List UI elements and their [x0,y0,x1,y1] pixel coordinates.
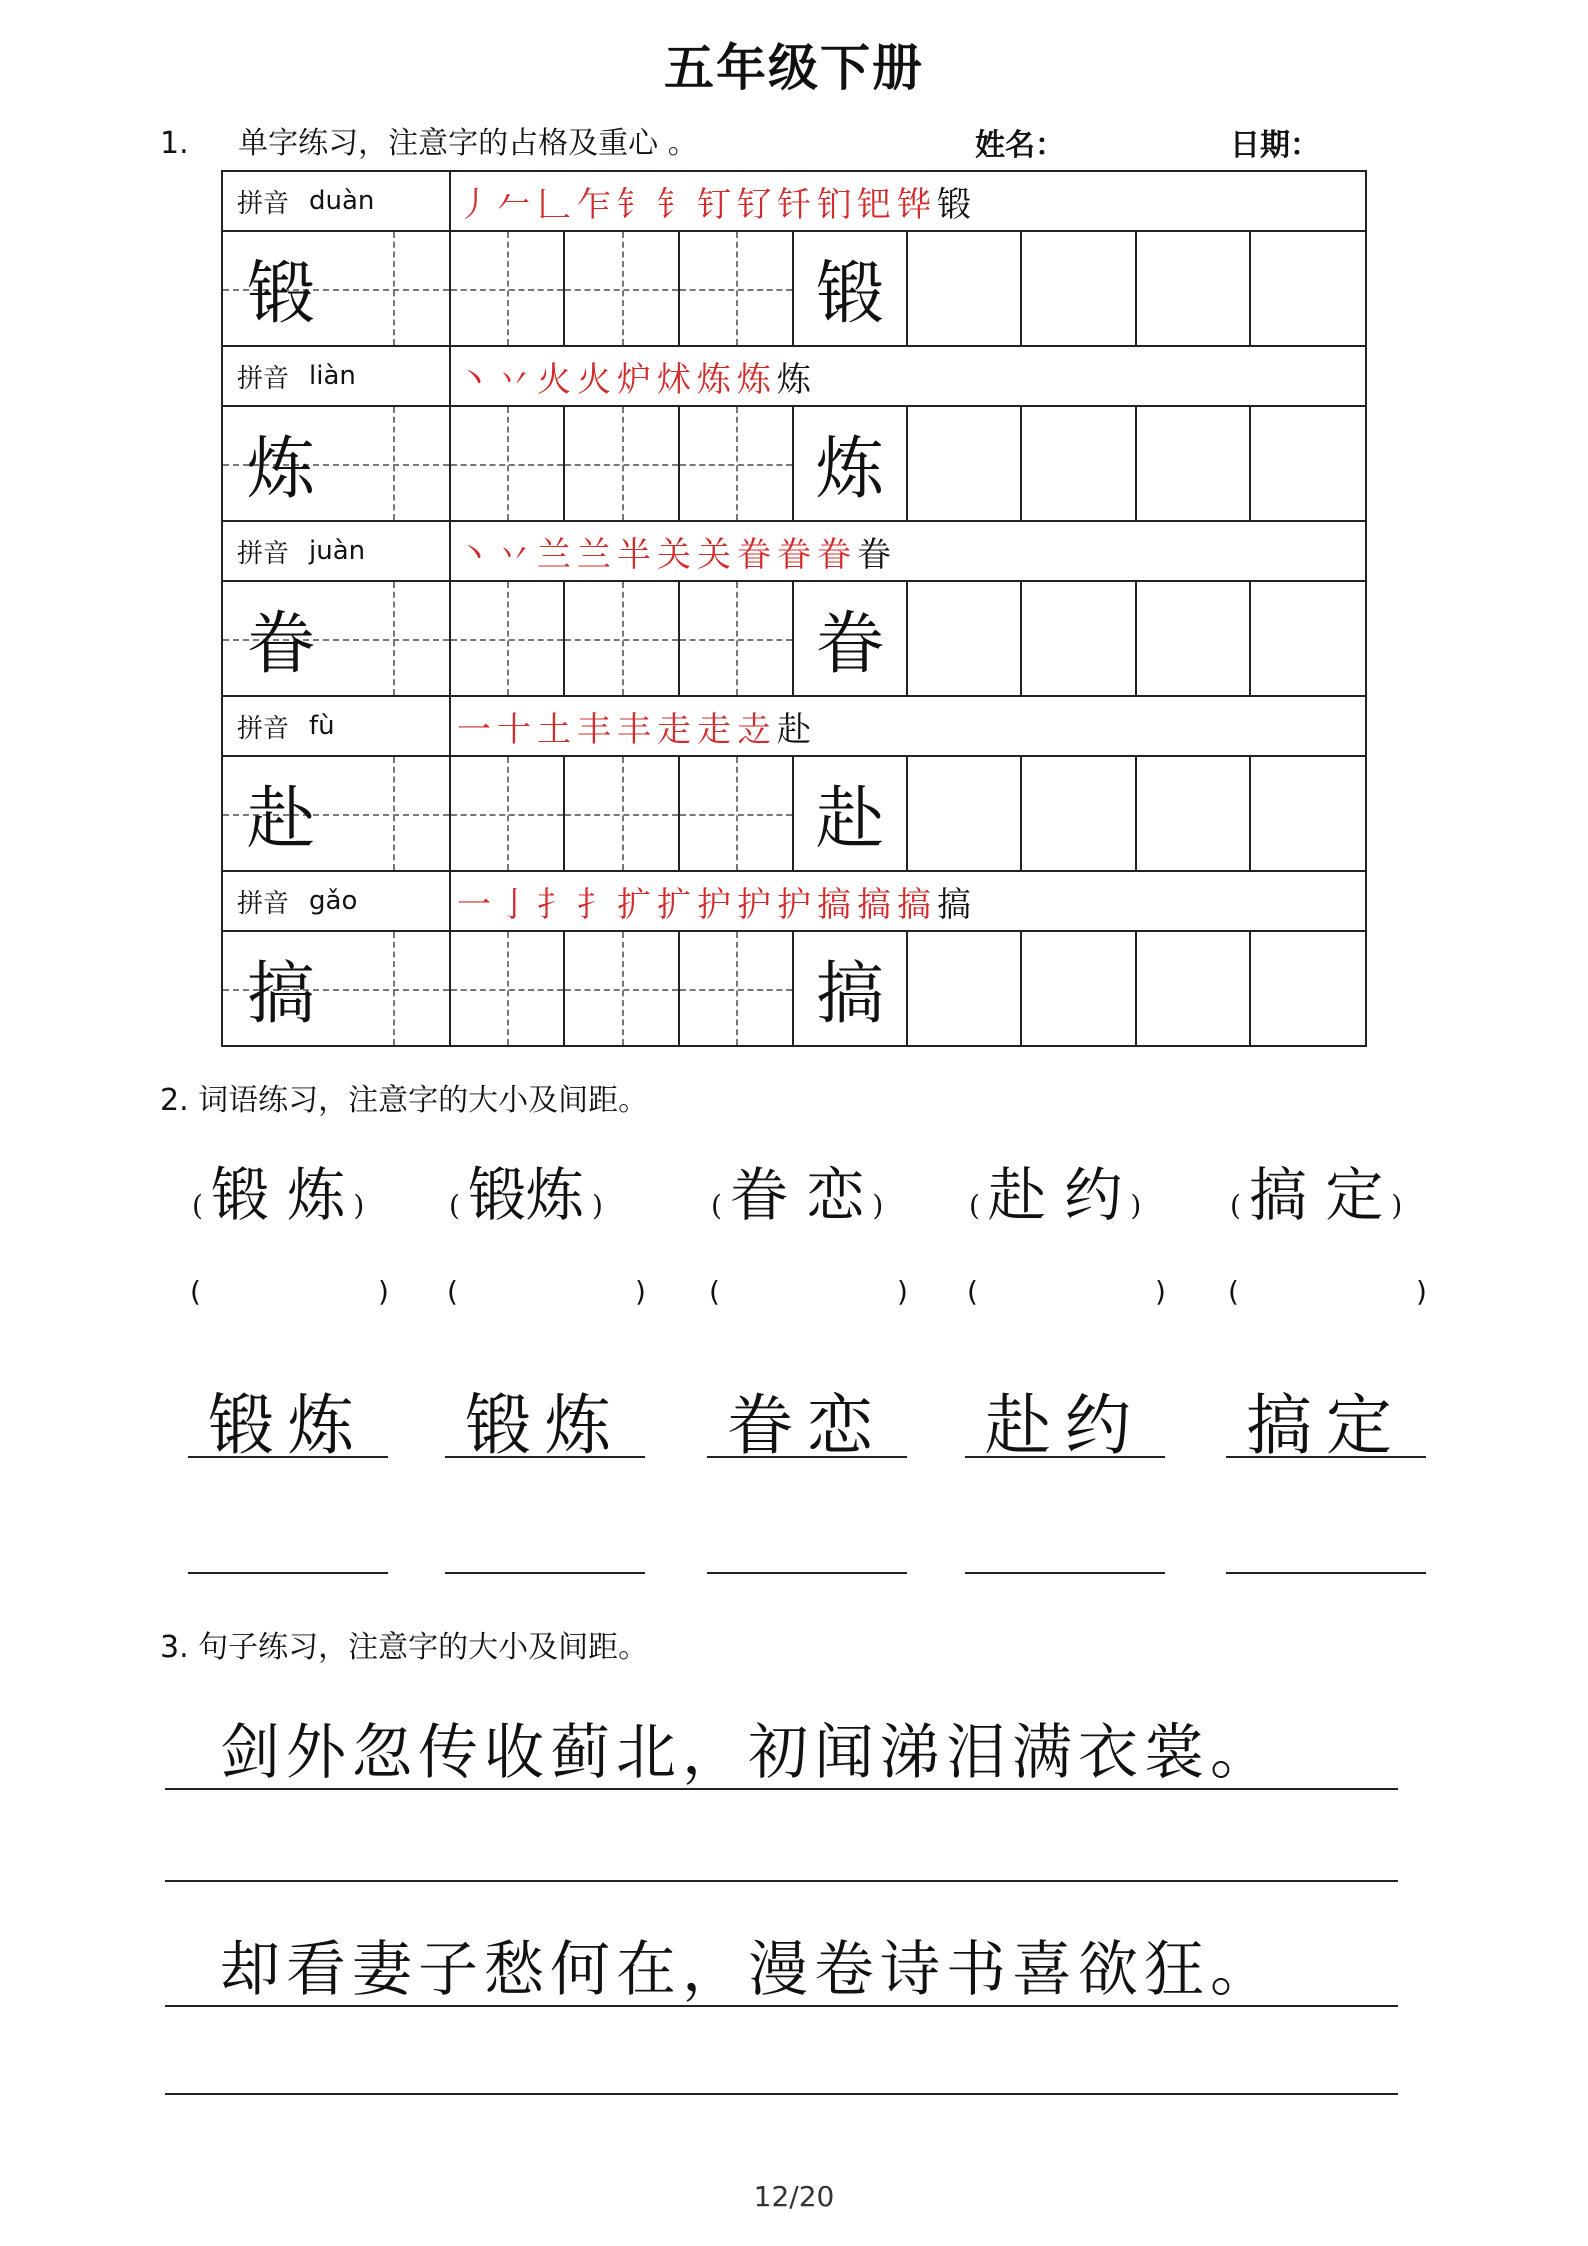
close-paren: ) [1391,1189,1403,1222]
trace-character: 眷 [816,605,885,684]
writing-box[interactable] [1251,932,1365,1045]
stroke-step: 炢 [657,359,691,400]
stroke-step: 𠂉 [497,184,531,225]
pinyin-cell [223,347,451,405]
writing-box[interactable] [680,407,794,520]
empty-open-paren: ( [1228,1275,1239,1308]
trace-character: 锻 [816,255,885,334]
stroke-order [451,522,1365,580]
word-practice-line[interactable] [1226,1572,1426,1574]
guide-line-vertical [507,757,509,870]
writing-box[interactable] [1137,582,1251,695]
word-underline [1226,1456,1426,1458]
section3-heading: 3. 句子练习，注意字的大小及间距。 [160,1630,649,1665]
word-practice-line[interactable] [188,1572,388,1574]
word-practice-line[interactable] [445,1572,645,1574]
writing-box[interactable] [908,582,1022,695]
stroke-step: 钅 [617,184,651,225]
stroke-step: 关 [697,534,731,575]
pinyin-cell [223,172,451,230]
stroke-step: 丶 [457,359,491,400]
writing-box[interactable] [565,932,679,1045]
stroke-step: 丰 [617,709,651,750]
stroke-step: 丷 [497,534,531,575]
stroke-step: 乍 [577,184,611,225]
empty-close-paren: ) [1416,1275,1427,1308]
writing-box[interactable] [1251,582,1365,695]
stroke-step: 钔 [817,184,851,225]
stroke-order [451,347,1365,405]
open-paren: ( [711,1189,722,1222]
guide-line-vertical [507,932,509,1045]
guide-line-vertical [507,232,509,345]
stroke-step: 亅 [497,884,531,925]
stroke-step: 赱 [737,709,771,750]
writing-box[interactable] [451,932,565,1045]
writing-box[interactable] [1137,407,1251,520]
word-underline [707,1456,907,1458]
model-character-box [223,757,451,870]
open-paren: ( [449,1189,460,1222]
writing-box[interactable] [1022,582,1136,695]
stroke-step: 关 [657,534,691,575]
trace-character-box [794,932,908,1045]
stroke-step: 护 [777,884,811,925]
writing-box[interactable] [908,407,1022,520]
guide-line-vertical [736,757,738,870]
guide-line-vertical [736,232,738,345]
sentence-1-practice-line[interactable] [165,1880,1398,1882]
empty-close-paren: ) [1155,1275,1166,1308]
stroke-step: 一 [457,884,491,925]
stroke-step: 炼 [737,359,771,400]
character-row [223,232,1365,347]
pinyin-value: fù [309,711,335,741]
stroke-step: 炼 [777,359,811,400]
pinyin-label: 拼音 [237,188,290,219]
word-practice-line[interactable] [707,1572,907,1574]
model-character: 眷 [247,605,316,684]
model-character: 锻 [247,255,316,334]
stroke-step: 扌 [537,884,571,925]
model-character: 赴 [247,780,316,859]
trace-character: 赴 [816,780,885,859]
practice-grid [221,170,1367,1047]
open-paren: ( [1230,1189,1241,1222]
guide-line-vertical [622,232,624,345]
practice-word: 搞定 [1246,1387,1406,1464]
writing-box[interactable] [1022,932,1136,1045]
writing-box[interactable] [451,582,565,695]
writing-box[interactable] [451,407,565,520]
character-row [223,932,1365,1045]
pinyin-label: 拼音 [237,888,290,919]
writing-box[interactable] [908,932,1022,1045]
stroke-step: 钌 [737,184,771,225]
page-number: 12/20 [753,2180,835,2213]
close-paren: ) [872,1189,884,1222]
writing-box[interactable] [908,757,1022,870]
stroke-step: 眷 [777,534,811,575]
empty-close-paren: ) [635,1275,646,1308]
model-character-box [223,232,451,345]
writing-box[interactable] [565,757,679,870]
pinyin-row [223,872,1365,932]
word-underline [445,1456,645,1458]
stroke-step: 十 [497,709,531,750]
stroke-step: 眷 [857,534,891,575]
stroke-step: 一 [457,709,491,750]
phrase-text: 锻 炼 [210,1161,346,1229]
pinyin-row [223,347,1365,407]
character-row [223,407,1365,522]
empty-close-paren: ) [897,1275,908,1308]
stroke-step: 眷 [737,534,771,575]
stroke-step: 眷 [817,534,851,575]
phrase-text: 眷 恋 [729,1161,865,1229]
pinyin-row [223,522,1365,582]
pinyin-row [223,172,1365,232]
empty-open-paren: ( [447,1275,458,1308]
model-character: 炼 [247,430,316,509]
character-row [223,582,1365,697]
character-row [223,757,1365,872]
stroke-step: 扩 [617,884,651,925]
pinyin-label: 拼音 [237,538,290,569]
section1-number: 1. [160,126,189,161]
empty-open-paren: ( [967,1275,978,1308]
stroke-step: 搞 [937,884,971,925]
writing-box[interactable] [1137,932,1251,1045]
guide-line-vertical [507,582,509,695]
stroke-step: 钉 [697,184,731,225]
pinyin-cell [223,697,451,755]
writing-box[interactable] [1022,757,1136,870]
stroke-step: 丷 [497,359,531,400]
sentence-1-underline [165,1788,1398,1790]
guide-line-vertical [622,757,624,870]
stroke-step: 兰 [577,534,611,575]
stroke-step: 护 [697,884,731,925]
trace-character-box [794,757,908,870]
pinyin-cell [223,872,451,930]
stroke-step: 搞 [857,884,891,925]
guide-line-vertical [622,932,624,1045]
close-paren: ) [591,1189,603,1222]
phrase-text: 锻炼 [467,1161,584,1229]
guide-line-vertical [507,407,509,520]
model-character-box [223,582,451,695]
date-label: 日期： [1230,128,1320,163]
model-character-box [223,407,451,520]
pinyin-value: duàn [309,186,375,216]
stroke-order [451,697,1365,755]
pinyin-value: gǎo [309,886,358,916]
stroke-order [451,172,1365,230]
writing-box[interactable] [451,232,565,345]
phrase-text: 搞 定 [1248,1161,1384,1229]
stroke-step: 扌 [577,884,611,925]
name-label: 姓名： [975,128,1065,163]
writing-box[interactable] [451,757,565,870]
stroke-step: 火 [577,359,611,400]
pinyin-label: 拼音 [237,713,290,744]
stroke-step: 炉 [617,359,651,400]
writing-box[interactable] [1022,407,1136,520]
page-title: 五年级下册 [664,39,924,97]
practice-word: 赴约 [985,1387,1145,1464]
writing-box[interactable] [908,232,1022,345]
open-paren: ( [192,1189,203,1222]
stroke-order [451,872,1365,930]
writing-box[interactable] [1251,407,1365,520]
trace-character: 搞 [816,955,885,1034]
empty-close-paren: ) [378,1275,389,1308]
writing-box[interactable] [680,232,794,345]
writing-box[interactable] [1251,757,1365,870]
word-underline [965,1456,1165,1458]
guide-line-vertical [622,582,624,695]
stroke-step: 丶 [457,534,491,575]
open-paren: ( [969,1189,980,1222]
phrase-group [449,1148,603,1232]
guide-line-vertical [736,407,738,520]
sentence-1: 剑外忽传收蓟北，初闻涕泪满衣裳。 [220,1718,1276,1788]
writing-box[interactable] [1137,232,1251,345]
section1-heading [160,118,698,162]
stroke-step: 赴 [777,709,811,750]
stroke-step: 土 [537,709,571,750]
guide-line-vertical [736,932,738,1045]
trace-character: 炼 [816,430,885,509]
close-paren: ) [353,1189,365,1222]
pinyin-row [223,697,1365,757]
writing-box[interactable] [565,407,679,520]
pinyin-value: juàn [309,536,366,566]
trace-character-box [794,407,908,520]
empty-open-paren: ( [709,1275,720,1308]
stroke-step: 丰 [577,709,611,750]
pinyin-value: liàn [309,361,356,391]
writing-box[interactable] [1251,232,1365,345]
writing-box[interactable] [680,757,794,870]
guide-line-vertical [622,407,624,520]
stroke-step: 护 [737,884,771,925]
word-underline [188,1456,388,1458]
trace-character-box [794,582,908,695]
writing-box[interactable] [1022,232,1136,345]
phrase-text: 赴 约 [987,1161,1123,1229]
practice-word: 锻炼 [465,1387,625,1464]
stroke-step: 锻 [937,184,971,225]
pinyin-cell [223,522,451,580]
stroke-step: 走 [697,709,731,750]
practice-word: 锻炼 [208,1387,368,1464]
practice-word: 眷恋 [727,1387,887,1464]
writing-box[interactable] [680,932,794,1045]
stroke-step: 搞 [897,884,931,925]
phrase-group [969,1148,1141,1232]
sentence-2: 却看妻子愁何在，漫卷诗书喜欲狂。 [220,1935,1276,2005]
empty-open-paren: ( [190,1275,201,1308]
stroke-step: 钯 [857,184,891,225]
model-character-box [223,932,451,1045]
section2-heading: 2. 词语练习，注意字的大小及间距。 [160,1083,649,1118]
stroke-step: 铧 [897,184,931,225]
stroke-step: 搞 [817,884,851,925]
stroke-step: 火 [537,359,571,400]
stroke-step: 丿 [457,184,491,225]
stroke-step: 扩 [657,884,691,925]
trace-character-box [794,232,908,345]
close-paren: ) [1130,1189,1142,1222]
sentence-2-practice-line[interactable] [165,2093,1398,2095]
writing-box[interactable] [680,582,794,695]
stroke-step: 钎 [777,184,811,225]
stroke-step: 走 [657,709,691,750]
section1-heading-text: 单字练习，注意字的占格及重心 。 [238,126,698,161]
stroke-step: 半 [617,534,651,575]
writing-box[interactable] [565,582,679,695]
stroke-step: 兰 [537,534,571,575]
model-character: 搞 [247,955,316,1034]
writing-box[interactable] [565,232,679,345]
guide-line-vertical [736,582,738,695]
pinyin-label: 拼音 [237,363,290,394]
word-practice-line[interactable] [965,1572,1165,1574]
stroke-step: 𠃊 [537,184,571,225]
phrase-group [192,1148,364,1232]
stroke-step: 炼 [697,359,731,400]
writing-box[interactable] [1137,757,1251,870]
stroke-step: 钅 [657,184,691,225]
sentence-2-underline [165,2005,1398,2007]
phrase-group [711,1148,883,1232]
phrase-group [1230,1148,1402,1232]
